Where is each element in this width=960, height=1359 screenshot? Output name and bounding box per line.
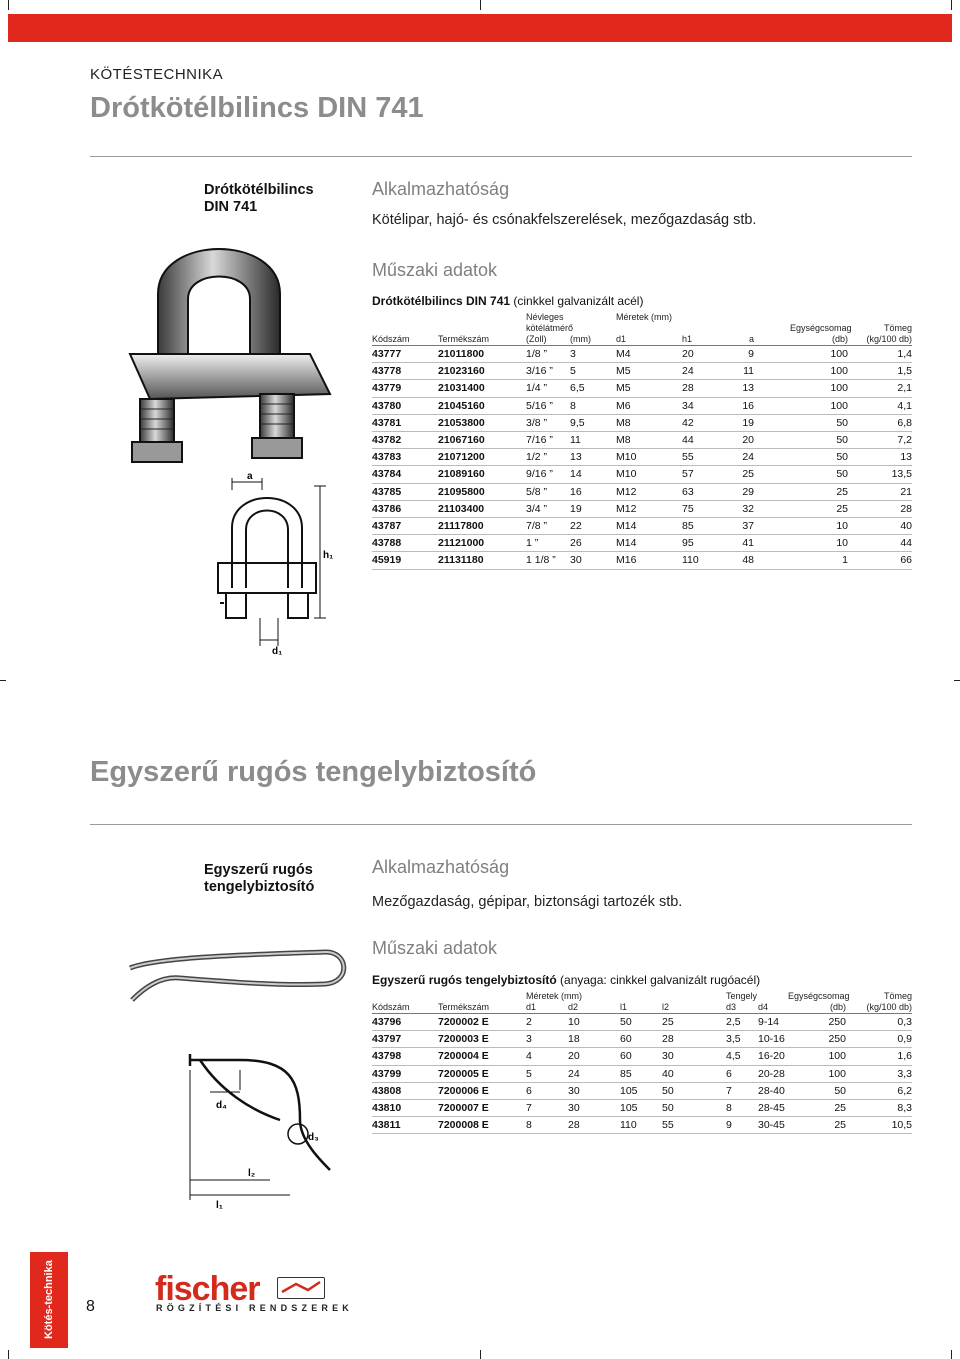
col-header: Kódszám	[372, 334, 438, 346]
table-row	[372, 346, 912, 363]
table-row	[372, 518, 912, 535]
table-cell: 6,2	[846, 1082, 912, 1099]
brand-logo: fischer	[155, 1270, 260, 1308]
table-header-row	[372, 323, 912, 334]
table-cell: M10	[616, 466, 682, 483]
table-cell: 21	[848, 483, 912, 500]
table-cell: 9,5	[570, 414, 616, 431]
col-header: a	[712, 334, 790, 346]
table-row	[372, 466, 912, 483]
header-axle: Tengely	[726, 991, 758, 1001]
table-cell: 6,8	[848, 414, 912, 431]
section2-title: Egyszerű rugós tengelybiztosító	[90, 756, 537, 788]
table-cell: 75	[682, 500, 712, 517]
table-row	[372, 535, 912, 552]
table-cell: 21117800	[438, 518, 526, 535]
table-row	[372, 1031, 912, 1048]
table-cell: 25	[790, 483, 848, 500]
table-cell: 24	[682, 363, 712, 380]
table-cell: 7	[526, 1100, 568, 1117]
brand-tagline: RÖGZÍTÉSI RENDSZEREK	[156, 1303, 354, 1313]
tech-data-heading: Műszaki adatok	[372, 260, 498, 280]
header-dims: Méretek (mm)	[526, 991, 582, 1001]
section2-divider	[90, 824, 912, 825]
table-cell: 28-45	[758, 1100, 788, 1117]
table-cell: 10	[568, 1014, 620, 1031]
header-weight: Tömeg	[883, 991, 912, 1001]
table-cell: 7200002 E	[438, 1014, 526, 1031]
table-cell: 43787	[372, 518, 438, 535]
table-cell: 43797	[372, 1031, 438, 1048]
col-header: d1	[616, 334, 682, 346]
col-header: d3	[726, 1002, 758, 1014]
table-cell: 13,5	[848, 466, 912, 483]
col-header: d4	[758, 1002, 788, 1014]
page-number: 8	[86, 1298, 95, 1315]
dim-label-d1: d₁	[272, 646, 283, 657]
table-row	[372, 483, 912, 500]
table-cell: 50	[662, 1100, 726, 1117]
product-side-title	[204, 182, 314, 216]
table-cell: 28-40	[758, 1082, 788, 1099]
table-cell: 7/16 ”	[526, 432, 570, 449]
table-header-row	[372, 991, 912, 1002]
table-cell: 21131180	[438, 552, 526, 569]
table-cell: 43796	[372, 1014, 438, 1031]
side-tab	[30, 1252, 68, 1348]
table-cell: 11	[712, 363, 790, 380]
table-cell: 85	[682, 518, 712, 535]
table-cell: 43786	[372, 500, 438, 517]
table-title-rest: (cinkkel galvanizált acél)	[510, 294, 644, 308]
table-cell: 57	[682, 466, 712, 483]
wire-rope-clamp-drawing	[210, 468, 340, 658]
table-title-bold: Egyszerű rugós tengelybiztosító	[372, 973, 557, 987]
header-nominal: Névleges	[526, 312, 564, 322]
table-cell: 43779	[372, 380, 438, 397]
side-title-line: DIN 741	[204, 199, 258, 215]
dim-label-h1: h₁	[323, 550, 334, 561]
wire-rope-clamp-photo	[110, 224, 356, 468]
table-cell: 13	[570, 449, 616, 466]
table-row	[372, 552, 912, 569]
table-cell: 25	[662, 1014, 726, 1031]
dim-label-l1: l₁	[216, 1200, 223, 1210]
table-cell: 30	[662, 1048, 726, 1065]
table-cell: 8	[526, 1117, 568, 1134]
table-cell: 30	[570, 552, 616, 569]
table-cell: 6	[726, 1065, 758, 1082]
table-cell: 18	[568, 1031, 620, 1048]
table-cell: M6	[616, 397, 682, 414]
r-clip-photo	[120, 938, 356, 1008]
table-cell: 4,5	[726, 1048, 758, 1065]
table-cell: 50	[788, 1082, 846, 1099]
table-cell: 21023160	[438, 363, 526, 380]
table-cell: 50	[620, 1014, 662, 1031]
table-cell: 43788	[372, 535, 438, 552]
table-cell: 44	[682, 432, 712, 449]
table-cell: 105	[620, 1082, 662, 1099]
table-title-bold: Drótkötélbilincs DIN 741	[372, 294, 511, 308]
table-cell: 21121000	[438, 535, 526, 552]
table-cell: 43781	[372, 414, 438, 431]
table-cell: 43798	[372, 1048, 438, 1065]
table-title	[372, 294, 643, 308]
table-row	[372, 449, 912, 466]
table-cell: 50	[662, 1082, 726, 1099]
table-cell: 7,2	[848, 432, 912, 449]
table-cell: 21011800	[438, 346, 526, 363]
table-cell: M14	[616, 518, 682, 535]
table-cell: 43782	[372, 432, 438, 449]
table-cell: 60	[620, 1031, 662, 1048]
crop-mark	[480, 1350, 481, 1359]
table-cell: 43780	[372, 397, 438, 414]
table-cell: 100	[788, 1065, 846, 1082]
table-cell: 16-20	[758, 1048, 788, 1065]
table-cell: 3	[570, 346, 616, 363]
col-header: (kg/100 db)	[848, 334, 912, 346]
table-cell: 25	[788, 1117, 846, 1134]
col-header: (mm)	[570, 334, 616, 346]
crop-mark	[480, 0, 481, 10]
table-cell: 19	[712, 414, 790, 431]
table-cell: 28	[682, 380, 712, 397]
table-cell: 5/8 ”	[526, 483, 570, 500]
table-row	[372, 500, 912, 517]
table-cell: 100	[790, 363, 848, 380]
table-cell: 3,3	[846, 1065, 912, 1082]
table-cell: 21103400	[438, 500, 526, 517]
application-heading: Alkalmazhatóság	[372, 179, 510, 199]
table-cell: 2,1	[848, 380, 912, 397]
crop-mark	[8, 0, 9, 10]
table-cell: 7200004 E	[438, 1048, 526, 1065]
col-header: (db)	[788, 1002, 846, 1014]
application-text: Kötélipar, hajó- és csónakfelszerelések, mezőgazdaság stb.	[372, 212, 757, 228]
table-cell: 13	[848, 449, 912, 466]
table-cell: 6	[526, 1082, 568, 1099]
application-heading-2: Alkalmazhatóság	[372, 857, 510, 877]
table-cell: 21053800	[438, 414, 526, 431]
dim-label-d3: d₃	[308, 1132, 319, 1143]
table-cell: 55	[682, 449, 712, 466]
table-cell: 21067160	[438, 432, 526, 449]
table-cell: 5	[570, 363, 616, 380]
table-cell: 16	[570, 483, 616, 500]
table-cell: 100	[790, 380, 848, 397]
table-cell: M14	[616, 535, 682, 552]
table-cell: 3	[526, 1031, 568, 1048]
crop-mark	[0, 680, 6, 681]
table-cell: M12	[616, 500, 682, 517]
table-cell: 1 1/8 ”	[526, 552, 570, 569]
table-cell: 85	[620, 1065, 662, 1082]
clamp-data-table	[372, 312, 912, 570]
table-cell: 0,3	[846, 1014, 912, 1031]
table-cell: 16	[712, 397, 790, 414]
table-cell: 1,4	[848, 346, 912, 363]
table-cell: 43799	[372, 1065, 438, 1082]
table-cell: 110	[620, 1117, 662, 1134]
col-header: Termékszám	[438, 334, 526, 346]
table-cell: 20	[712, 432, 790, 449]
table-cell: 1 ”	[526, 535, 570, 552]
table-cell: 8,3	[846, 1100, 912, 1117]
table-cell: 7200005 E	[438, 1065, 526, 1082]
table-cell: 6,5	[570, 380, 616, 397]
table-cell: 1/2 ”	[526, 449, 570, 466]
table-row	[372, 1100, 912, 1117]
table-cell: 22	[570, 518, 616, 535]
table-cell: 30	[568, 1082, 620, 1099]
table-cell: 1,6	[846, 1048, 912, 1065]
dim-label-d4: d₄	[216, 1100, 227, 1111]
table-cell: 43783	[372, 449, 438, 466]
table-cell: 43811	[372, 1117, 438, 1134]
table-cell: 66	[848, 552, 912, 569]
table-cell: M16	[616, 552, 682, 569]
table-cell: 3/8 ”	[526, 414, 570, 431]
table-cell: 43777	[372, 346, 438, 363]
table-cell: 1/4 ”	[526, 380, 570, 397]
table-cell: 7	[726, 1082, 758, 1099]
table-cell: 21045160	[438, 397, 526, 414]
table-cell: 48	[712, 552, 790, 569]
table-cell: M8	[616, 432, 682, 449]
crop-mark	[951, 1350, 952, 1359]
table-cell: 50	[790, 432, 848, 449]
table-cell: 7200008 E	[438, 1117, 526, 1134]
table-cell: 7200006 E	[438, 1082, 526, 1099]
crop-mark	[8, 1350, 9, 1359]
header-pack: Egységcsomag	[788, 991, 850, 1001]
table-cell: 8	[726, 1100, 758, 1117]
table-cell: 11	[570, 432, 616, 449]
table-cell: 50	[790, 449, 848, 466]
table-cell: 10,5	[846, 1117, 912, 1134]
table-cell: 3,5	[726, 1031, 758, 1048]
table-row	[372, 1082, 912, 1099]
header-weight: Tömeg	[883, 323, 912, 333]
table-row	[372, 1048, 912, 1065]
col-header: l1	[620, 1002, 662, 1014]
table-cell: 7200003 E	[438, 1031, 526, 1048]
product2-side-title	[204, 862, 314, 896]
side-title-line: Egyszerű rugós	[204, 862, 313, 878]
table-cell: 21071200	[438, 449, 526, 466]
table-cell: 1/8 ”	[526, 346, 570, 363]
table-cell: 10	[790, 518, 848, 535]
table-header-row	[372, 334, 912, 346]
table-header-row	[372, 312, 912, 323]
table-cell: 25	[788, 1100, 846, 1117]
table-cell: 3/16 ”	[526, 363, 570, 380]
side-title-line: Drótkötélbilincs	[204, 182, 314, 198]
brand-badge-icon	[277, 1277, 325, 1299]
application-text-2: Mezőgazdaság, gépipar, biztonsági tartozék stb.	[372, 894, 683, 910]
table-cell: M4	[616, 346, 682, 363]
side-tab-label: Kötés-technika	[43, 1260, 55, 1340]
table-cell: 4	[526, 1048, 568, 1065]
table-cell: 9/16 ”	[526, 466, 570, 483]
table-row	[372, 1117, 912, 1134]
table-cell: 7/8 ”	[526, 518, 570, 535]
table-cell: 55	[662, 1117, 726, 1134]
table-row	[372, 1014, 912, 1031]
table-cell: 30	[568, 1100, 620, 1117]
table-row	[372, 432, 912, 449]
table-cell: 63	[682, 483, 712, 500]
col-header: (db)	[790, 334, 848, 346]
table-cell: 14	[570, 466, 616, 483]
col-header: d1	[526, 1002, 568, 1014]
table-cell: 19	[570, 500, 616, 517]
table-cell: 21095800	[438, 483, 526, 500]
table-cell: 50	[790, 414, 848, 431]
dim-label-l2: l₂	[248, 1168, 256, 1179]
table-cell: 45919	[372, 552, 438, 569]
table-cell: 8	[570, 397, 616, 414]
table-cell: 24	[712, 449, 790, 466]
table-cell: M10	[616, 449, 682, 466]
table-cell: 4,1	[848, 397, 912, 414]
table-cell: 28	[568, 1117, 620, 1134]
clip-data-table	[372, 991, 912, 1134]
table-cell: M5	[616, 363, 682, 380]
table-cell: 43778	[372, 363, 438, 380]
table-row	[372, 414, 912, 431]
dim-label-a: a	[247, 471, 253, 482]
col-header: Kódszám	[372, 1002, 438, 1014]
table-cell: M8	[616, 414, 682, 431]
table-cell: 13	[712, 380, 790, 397]
table-cell: 5	[526, 1065, 568, 1082]
top-color-bar	[8, 14, 952, 42]
col-header: (Zoll)	[526, 334, 570, 346]
title-divider	[90, 156, 912, 157]
table-cell: 105	[620, 1100, 662, 1117]
table-cell: 110	[682, 552, 712, 569]
table-cell: 1,5	[848, 363, 912, 380]
table-title-2	[372, 973, 760, 987]
table-cell: 37	[712, 518, 790, 535]
col-header: Termékszám	[438, 1002, 526, 1014]
table-cell: 26	[570, 535, 616, 552]
table-cell: 21031400	[438, 380, 526, 397]
table-cell: 40	[662, 1065, 726, 1082]
header-pack: Egységcsomag	[790, 323, 852, 333]
table-cell: 43808	[372, 1082, 438, 1099]
table-cell: 43810	[372, 1100, 438, 1117]
table-cell: 100	[788, 1048, 846, 1065]
table-row	[372, 1065, 912, 1082]
table-cell: 30-45	[758, 1117, 788, 1134]
table-cell: 50	[790, 466, 848, 483]
table-cell: 43784	[372, 466, 438, 483]
table-cell: 34	[682, 397, 712, 414]
table-cell: 20	[682, 346, 712, 363]
table-cell: 250	[788, 1014, 846, 1031]
table-cell: 32	[712, 500, 790, 517]
table-cell: 43785	[372, 483, 438, 500]
table-cell: 24	[568, 1065, 620, 1082]
table-cell: 2,5	[726, 1014, 758, 1031]
table-cell: 0,9	[846, 1031, 912, 1048]
table-cell: 28	[662, 1031, 726, 1048]
crop-mark	[951, 0, 952, 10]
table-cell: 9	[726, 1117, 758, 1134]
table-cell: 100	[790, 346, 848, 363]
table-cell: 28	[848, 500, 912, 517]
table-cell: M5	[616, 380, 682, 397]
table-cell: 41	[712, 535, 790, 552]
table-cell: 9-14	[758, 1014, 788, 1031]
table-cell: 5/16 ”	[526, 397, 570, 414]
page-title: Drótkötélbilincs DIN 741	[90, 92, 424, 124]
table-cell: M12	[616, 483, 682, 500]
r-clip-drawing	[180, 1030, 350, 1210]
table-cell: 44	[848, 535, 912, 552]
table-cell: 60	[620, 1048, 662, 1065]
table-cell: 10-16	[758, 1031, 788, 1048]
table-cell: 1	[790, 552, 848, 569]
table-cell: 21089160	[438, 466, 526, 483]
table-cell: 250	[788, 1031, 846, 1048]
tech-data-heading-2: Műszaki adatok	[372, 938, 498, 958]
table-row	[372, 380, 912, 397]
table-row	[372, 363, 912, 380]
table-title-rest: (anyaga: cinkkel galvanizált rugóacél)	[556, 973, 761, 987]
col-header: (kg/100 db)	[846, 1002, 912, 1014]
category-label: KÖTÉSTECHNIKA	[90, 66, 224, 83]
col-header: d2	[568, 1002, 620, 1014]
table-row	[372, 397, 912, 414]
table-cell: 40	[848, 518, 912, 535]
table-cell: 95	[682, 535, 712, 552]
side-title-line: tengelybiztosító	[204, 879, 315, 895]
col-header: l2	[662, 1002, 726, 1014]
table-cell: 10	[790, 535, 848, 552]
table-cell: 7200007 E	[438, 1100, 526, 1117]
table-cell: 9	[712, 346, 790, 363]
col-header: h1	[682, 334, 712, 346]
table-cell: 3/4 ”	[526, 500, 570, 517]
table-cell: 29	[712, 483, 790, 500]
table-cell: 20-28	[758, 1065, 788, 1082]
table-cell: 2	[526, 1014, 568, 1031]
table-cell: 25	[712, 466, 790, 483]
table-header-row	[372, 1002, 912, 1014]
header-dims: Méretek (mm)	[616, 312, 672, 322]
header-nominal-2: kötélátmérő	[526, 323, 574, 333]
table-cell: 25	[790, 500, 848, 517]
table-cell: 20	[568, 1048, 620, 1065]
crop-mark	[954, 680, 960, 681]
table-cell: 42	[682, 414, 712, 431]
table-cell: 100	[790, 397, 848, 414]
